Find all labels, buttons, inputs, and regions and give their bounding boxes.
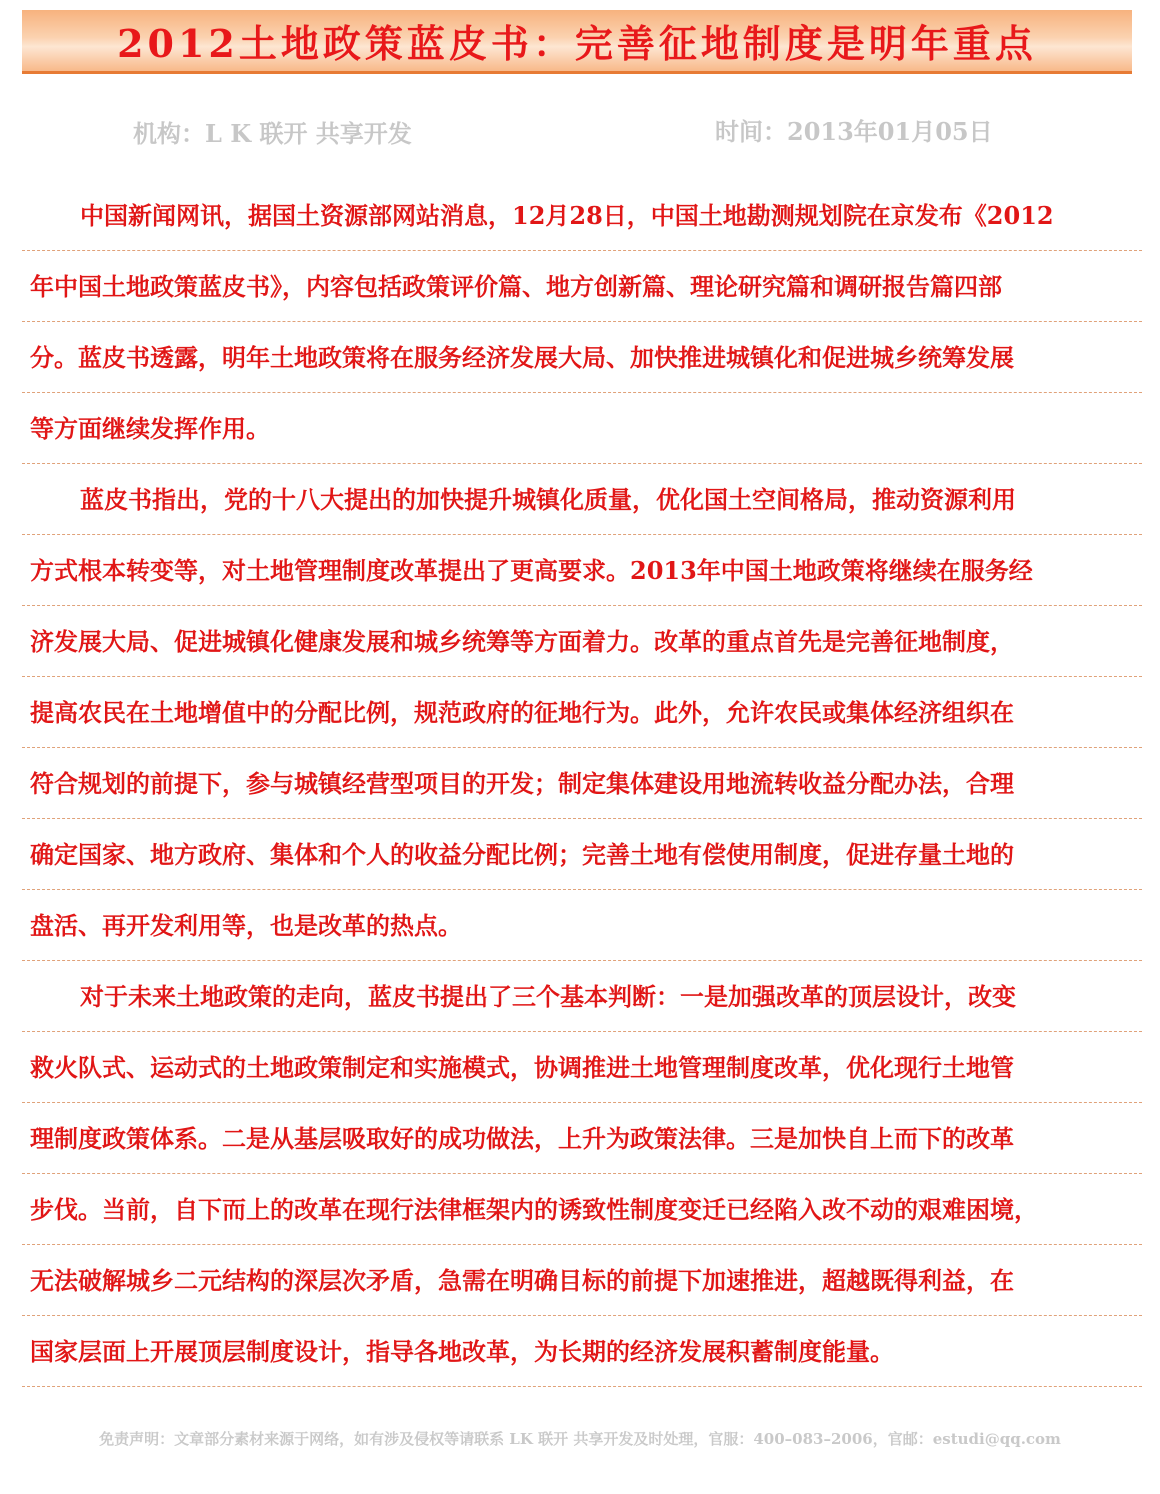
disclaimer-footer: 免责声明：文章部分素材来源于网络，如有涉及侵权等请联系 LK 联开 共享开发及时处理，官服：400–083–2006，官邮：estudi@qq.com	[99, 1430, 1061, 1448]
article-line: 对于未来土地政策的走向，蓝皮书提出了三个基本判断：一是加强改革的顶层设计，改变	[22, 961, 1142, 1032]
article-line: 蓝皮书指出，党的十八大提出的加快提升城镇化质量，优化国土空间格局，推动资源利用	[22, 464, 1142, 535]
article-line: 无法破解城乡二元结构的深层次矛盾，急需在明确目标的前提下加速推进，超越既得利益，在	[22, 1245, 1142, 1316]
article-line: 分。蓝皮书透露，明年土地政策将在服务经济发展大局、加快推进城镇化和促进城乡统筹发展	[22, 322, 1142, 393]
article-line: 盘活、再开发利用等，也是改革的热点。	[22, 890, 1142, 961]
article-line: 国家层面上开展顶层制度设计，指导各地改革，为长期的经济发展积蓄制度能量。	[22, 1316, 1142, 1387]
article-line: 确定国家、地方政府、集体和个人的收益分配比例；完善土地有偿使用制度，促进存量土地的	[22, 819, 1142, 890]
page-title: 2012土地政策蓝皮书：完善征地制度是明年重点	[117, 21, 1037, 66]
article-line: 等方面继续发挥作用。	[22, 393, 1142, 464]
article-line: 步伐。当前，自下而上的改革在现行法律框架内的诱致性制度变迁已经陷入改不动的艰难困境，	[22, 1174, 1142, 1245]
organization-label: 机构：L K 联开 共享开发	[133, 119, 412, 148]
article-line: 理制度政策体系。二是从基层吸取好的成功做法，上升为政策法律。三是加快自上而下的改革	[22, 1103, 1142, 1174]
article-line: 符合规划的前提下，参与城镇经营型项目的开发；制定集体建设用地流转收益分配办法，合理	[22, 748, 1142, 819]
article-line: 中国新闻网讯，据国土资源部网站消息，12月28日，中国土地勘测规划院在京发布《2012	[22, 180, 1142, 251]
article-line: 年中国土地政策蓝皮书》，内容包括政策评价篇、地方创新篇、理论研究篇和调研报告篇四部	[22, 251, 1142, 322]
article-body	[22, 180, 1142, 1387]
article-line: 方式根本转变等，对土地管理制度改革提出了更高要求。2013年中国土地政策将继续在服务经	[22, 535, 1142, 606]
article-line: 济发展大局、促进城镇化健康发展和城乡统筹等方面着力。改革的重点首先是完善征地制度，	[22, 606, 1142, 677]
title-banner	[22, 10, 1132, 74]
publish-date: 时间：2013年01月05日	[715, 117, 993, 146]
article-line: 救火队式、运动式的土地政策制定和实施模式，协调推进土地管理制度改革，优化现行土地管	[22, 1032, 1142, 1103]
article-line: 提高农民在土地增值中的分配比例，规范政府的征地行为。此外，允许农民或集体经济组织在	[22, 677, 1142, 748]
